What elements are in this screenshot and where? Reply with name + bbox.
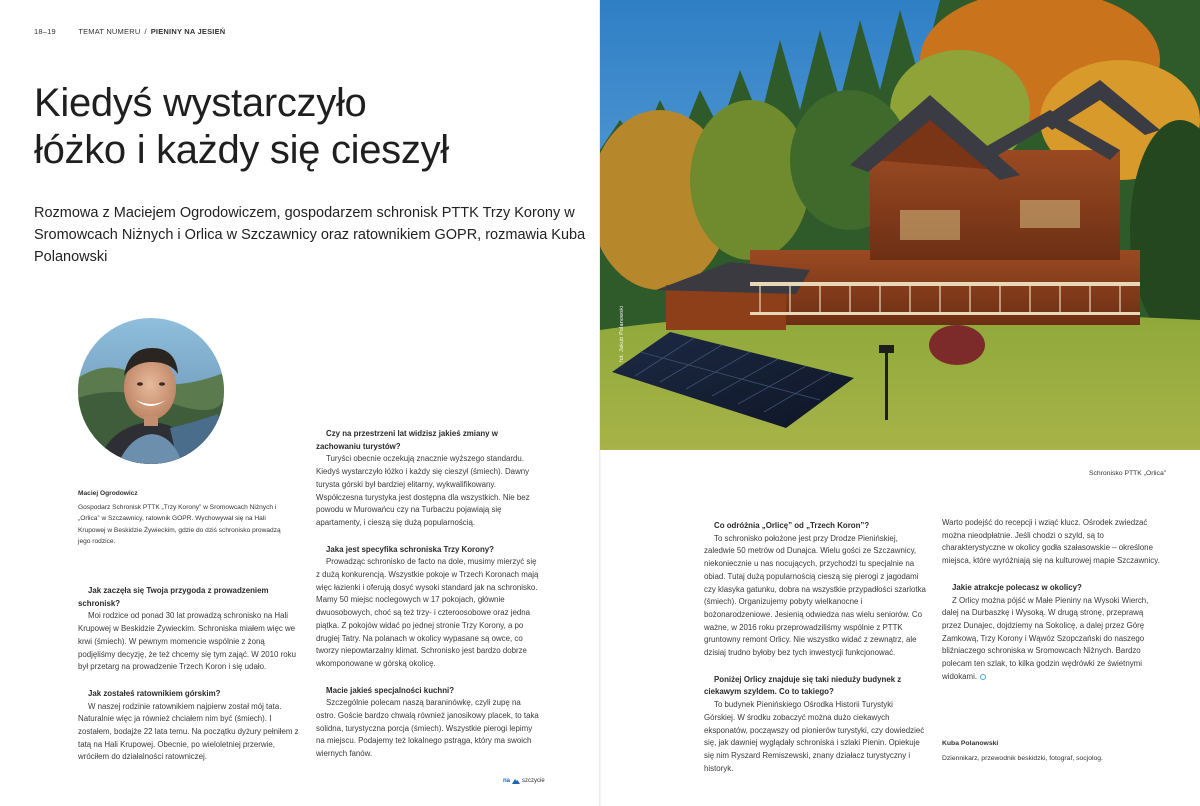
answer: To budynek Pienińskiego Ośrodka Historii Turystyki Górskiej. W środku zobaczyć można dużo ciekawych eksponatów, począwszy od pionierów turystyki, czy dowiedzieć się, jak dawniej wyglądały schroniska i szlaki Pienin. Opiekuje się nim Ryszard Remiszewski, znany działacz turystyczny i historyk. — [704, 700, 925, 773]
article-deck: Rozmowa z Maciejem Ogrodowiczem, gospodarzem schronisk PTTK Trzy Korony w Sromowcach Niżnych i Orlica w Szczawnicy oraz ratownikiem GOPR, rozmawia Kuba Polanowski — [34, 205, 586, 265]
text-column-2 — [316, 428, 542, 761]
answer — [942, 595, 1164, 684]
question: Co odróżnia „Orlicę” od „Trzech Koron”? — [714, 521, 870, 530]
photo-caption: Schronisko PTTK „Orlica” — [1088, 470, 1166, 477]
author-role: Dziennikarz, przewodnik beskidzki, fotograf, socjolog. — [942, 755, 1103, 762]
text-column-1 — [78, 585, 300, 764]
magazine-logo — [503, 778, 545, 784]
answer: Warto podejść do recepcji i wziąć klucz. Ośrodek zwiedzać można nieodpłatnie. Jeśli chodzi o szyld, są to charakterystyczne w okolicy godła szałasowskie – określone miejsca, które wyróżniają się na kulturowej mapie Szczawnicy. — [942, 518, 1160, 566]
headline-line-1: Kiedyś wystarczyło — [34, 81, 367, 125]
mountain-hut-photo — [600, 0, 1200, 450]
answer: Prowadząc schronisko de facto na dole, musimy mierzyć się z dużą konkurencją. Wszystkie pokoje w Trzech Koronach mają więc łazienki i oferują dosyć wysoki standard jak na schronisko. Mamy 50 miejsc noclegowych w 17 pokojach, głównie dwuosobowych, choć są też trzy- i czteroosobowe oraz jedna piątka. Z pokojów widać po jednej stronie Trzy Korony, a po drugiej Tatry. Na polanach w okolicy wypasane są owce, co tworzy niepowtarzalny klimat. Schronisko jest bardzo dobrze wkomponowane w górską okolicę. — [316, 557, 539, 668]
answer: W naszej rodzinie ratownikiem najpierw został mój tata. Naturalnie więc ja również chciałem nim być (śmiech). I zostałem, bodajże 22 lata temu. Na początku dyżury pełniłem z tatą na Hali Krupowej. Obecnie, po wieloletniej przerwie, wróciłem do działalności ratowniczej. — [78, 701, 299, 762]
section-label: TEMAT NUMERU — [78, 27, 141, 36]
question: Macie jakieś specjalności kuchni? — [326, 685, 455, 695]
answer: Turyści obecnie oczekują znacznie wyższego standardu. Kiedyś wystarczyło łóżko i każdy się cieszył (śmiech). Dawny turysta górski był bardziej elitarny, wykwalifikowany. Współczesna turystyka jest dostępna dla wszystkich. Nie bez powodu w Murowańcu czy na Turbaczu pojawiają się apartamenty, i cieszą się dużą popularnością. — [316, 454, 530, 527]
topic-label: PIENINY NA JESIEŃ — [150, 27, 226, 36]
text-column-4 — [942, 517, 1164, 683]
answer: Moi rodzice od ponad 30 lat prowadzą schronisko na Hali Krupowej w Beskidzie Żywieckim. Schroniska miałem więc we krwi (śmiech). W pewnym momencie wspólnie z żoną podjęliśmy decyzję, że też chcemy się tym zająć. W 2010 roku był przetarg na prowadzenie Trzech Koron i się udało. — [78, 611, 296, 672]
author-note — [942, 740, 1103, 762]
bio-name: Maciej Ogrodowicz — [78, 490, 138, 497]
question: Czy na przestrzeni lat widzisz jakieś zmiany w zachowaniu turystów? — [316, 429, 498, 451]
logo-word: szczycie — [522, 778, 545, 784]
interviewee-bio — [78, 488, 288, 548]
question: Jak zostałeś ratownikiem górskim? — [88, 688, 221, 698]
question: Jaka jest specyfika schroniska Trzy Korony? — [326, 544, 494, 554]
question: Poniżej Orlicy znajduje się taki niedużу budynek z ciekawym szyldem. Co to takiego? — [704, 674, 902, 697]
portrait-photo — [78, 318, 224, 464]
answer-text: Z Orlicy można pójść w Małe Pieniny na Wysoki Wierch, dalej na Durbaszkę i Wysoką. W drugą stronę, przeprawą przez Dunajec, dojdziemy na Sokolicę, a dalej przez Górę Zamkową, Trzy Korony i Wąwóz Szopczański do naszego bliźniaczego schroniska w Sromowcach Niżnych. Bardzo polecam ten szlak, to kilka godzin wędrówki ze świetnymi widokami. — [942, 595, 1149, 681]
hero-photo — [600, 0, 1200, 450]
article-headline — [34, 80, 554, 174]
person-portrait-icon — [78, 318, 224, 464]
logo-prefix: na — [503, 778, 511, 784]
question: Jakie atrakcje polecasz w okolicy? — [952, 582, 1082, 592]
bio-text: Gospodarz Schronisk PTTK „Trzy Korony” w Sromowcach Niżnych i „Orlica” w Szczawnicy, ratownik GOPR. Wychowywał się na Hali Krupowej w Beskidzie Żywieckim, gdzie do dziś schronisko prowadzą jego rodzice. — [78, 503, 281, 545]
author-name: Kuba Polanowski — [942, 740, 999, 747]
page-header: 18–19 TEMAT NUMERU / PIENINY NA JESIEŃ — [34, 27, 226, 36]
answer: To schronisko położone jest przy Drodze Pienińskiej, zaledwie 50 metrów od Dunajca. Wielu gości ze Szczawnicy, niekoniecznie u nas nocujących, przychodzi tu specjalnie na obiad. Tutaj dużą popularnością cieszą się pierogi z jagodami czy klasyka gatunku, dobra na wszystkie przypadłości szarlotka (śmiech). Organizujemy pobyty wielkanocne i bożonarodzeniowe. Jesienią odwiedza nas wielu seniorów. Co ważne, w 2016 roku przeprowadziliśmy wspólnie z PTTK gruntowny remont Orlicy. Nie wszystko widać z zewnątrz, ale dzisiaj trudno byłoby bez tych inwestycji funkcjonować. — [704, 533, 926, 658]
headline-line-2: łóżko i każdy się cieszył — [34, 128, 449, 172]
question: Jak zaczęła się Twoja przygoda z prowadzeniem schronisk? — [78, 586, 269, 608]
page-numbers: 18–19 — [34, 27, 56, 36]
end-mark-icon — [980, 674, 986, 680]
text-column-3 — [704, 520, 926, 775]
answer: Szczególnie polecam naszą baraninówkę, czyli zupę na ostro. Goście bardzo chwalą również janosikowy placek, to taka solidna, turystyczna porcja (śmiech). Wszystkie pierogi lepimy na miejscu. Podajemy też lokalnego pstrąga, który ma swoich wiernych fanów. — [316, 698, 539, 759]
photo-credit: fot. Jakub Polanowski — [619, 305, 625, 362]
mountain-icon — [512, 778, 520, 784]
